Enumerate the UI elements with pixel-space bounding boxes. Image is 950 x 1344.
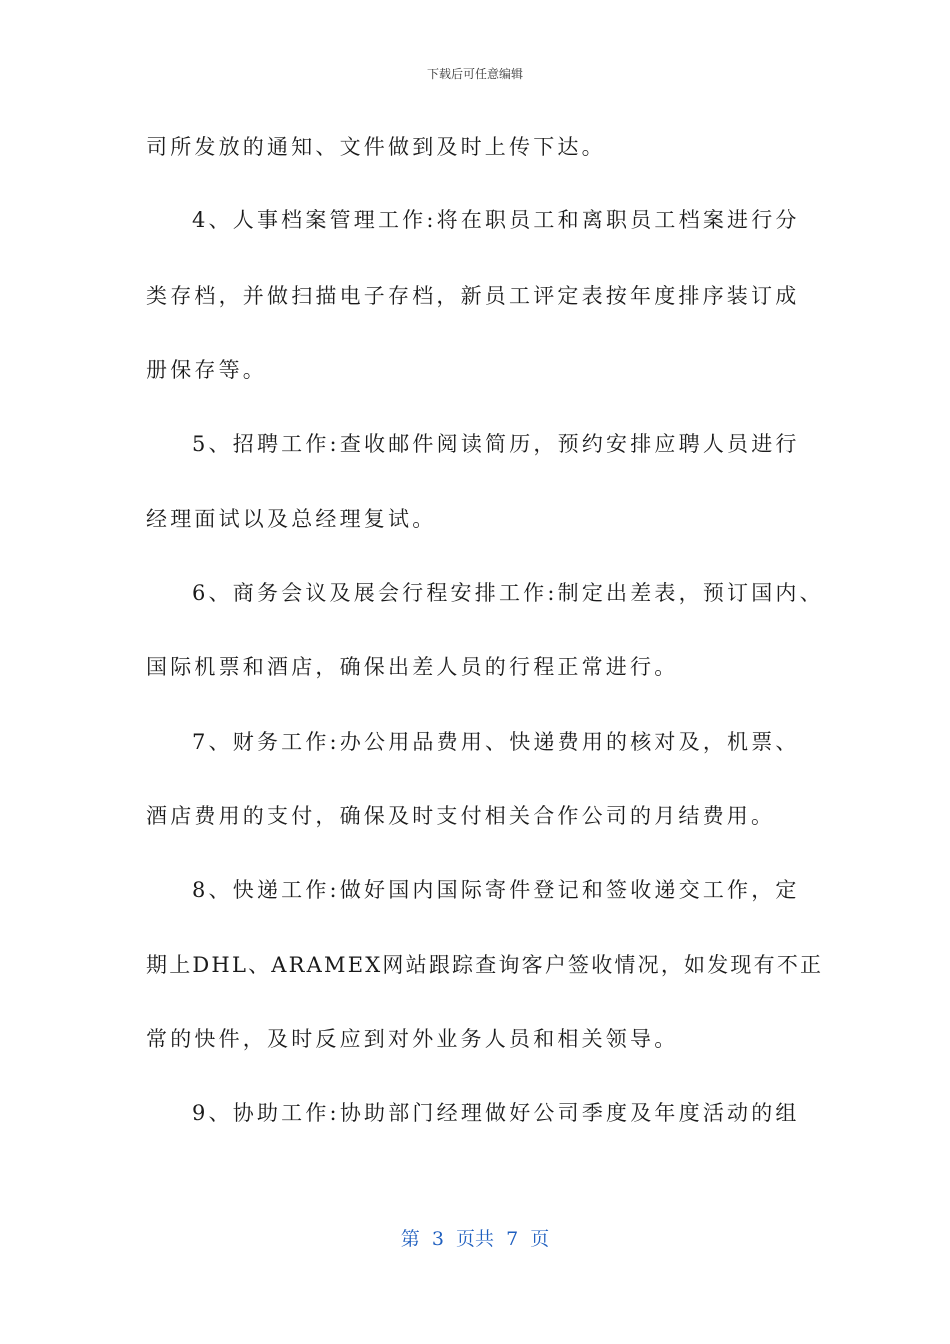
paragraph-line: 6、商务会议及展会行程安排工作:制定出差表，预订国内、	[192, 581, 824, 605]
paragraph-line: 经理面试以及总经理复试。	[146, 507, 437, 531]
paragraph-line: 类存档，并做扫描电子存档，新员工评定表按年度排序装订成	[146, 284, 800, 308]
paragraph-line: 9、协助工作:协助部门经理做好公司季度及年度活动的组	[192, 1101, 800, 1125]
page-header: 下载后可任意编辑	[426, 67, 523, 81]
paragraph-line: 4、人事档案管理工作:将在职员工和离职员工档案进行分	[192, 208, 800, 232]
paragraph-line: 期上DHL、ARAMEX网站跟踪查询客户签收情况，如发现有不正	[146, 953, 824, 977]
paragraph-line: 酒店费用的支付，确保及时支付相关合作公司的月结费用。	[146, 804, 776, 828]
paragraph-line: 8、快递工作:做好国内国际寄件登记和签收递交工作，定	[192, 878, 800, 902]
paragraph-line: 7、财务工作:办公用品费用、快递费用的核对及，机票、	[192, 730, 800, 754]
paragraph-line: 册保存等。	[146, 358, 267, 382]
paragraph-line: 国际机票和酒店，确保出差人员的行程正常进行。	[146, 655, 679, 679]
paragraph-line: 司所发放的通知、文件做到及时上传下达。	[146, 135, 606, 159]
paragraph-line: 常的快件，及时反应到对外业务人员和相关领导。	[146, 1027, 679, 1051]
page-number-footer: 第 3 页共 7 页	[400, 1228, 550, 1250]
paragraph-line: 5、招聘工作:查收邮件阅读简历，预约安排应聘人员进行	[192, 432, 800, 456]
